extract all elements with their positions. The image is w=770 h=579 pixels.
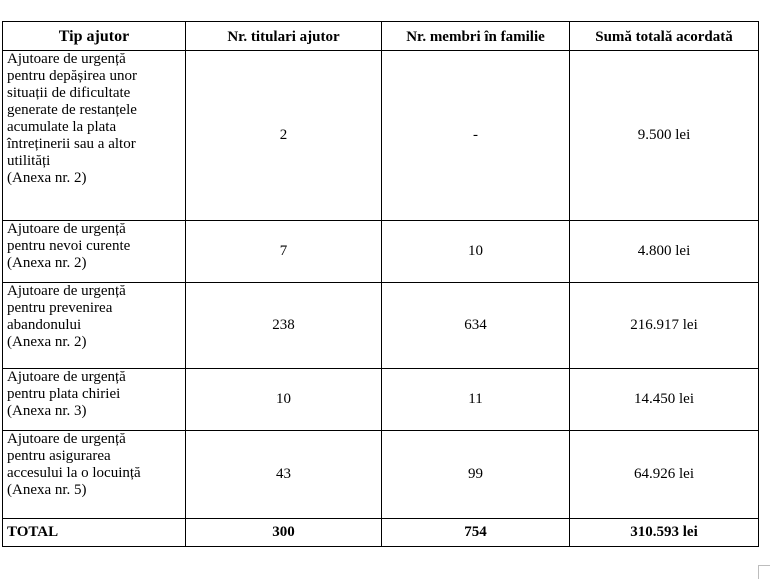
row-titulari-cell: 43 — [186, 431, 382, 519]
table-body — [3, 51, 759, 547]
type-line: situații de dificultate — [7, 85, 131, 101]
row-membri-cell: 634 — [382, 283, 570, 369]
row-membri-cell: - — [382, 51, 570, 221]
type-line: pentru asigurarea — [7, 448, 111, 464]
table-row — [3, 283, 759, 369]
type-line: generate de restanțele — [7, 102, 137, 118]
type-line: (Anexa nr. 2) — [7, 334, 87, 350]
type-line: (Anexa nr. 5) — [7, 482, 87, 498]
row-type-cell — [3, 221, 186, 283]
type-line: pentru plata chiriei — [7, 386, 121, 402]
type-line: abandonului — [7, 317, 82, 333]
header-nr-titulari: Nr. titulari ajutor — [186, 22, 382, 51]
type-line: utilități — [7, 153, 51, 169]
row-titulari-cell: 7 — [186, 221, 382, 283]
row-suma-cell: 64.926 lei — [570, 431, 759, 519]
type-line: (Anexa nr. 3) — [7, 403, 87, 419]
type-line: Ajutoare de urgență — [7, 221, 126, 237]
type-line: întreținerii sau a altor — [7, 136, 136, 152]
table-header-row — [3, 22, 759, 51]
row-suma-cell: 216.917 lei — [570, 283, 759, 369]
row-suma-cell: 14.450 lei — [570, 369, 759, 431]
row-type-cell — [3, 283, 186, 369]
row-titulari-cell: 238 — [186, 283, 382, 369]
table-row — [3, 431, 759, 519]
row-suma-cell: 9.500 lei — [570, 51, 759, 221]
type-line: pentru prevenirea — [7, 300, 113, 316]
type-line: pentru nevoi curente — [7, 238, 131, 254]
type-line: Ajutoare de urgență — [7, 51, 126, 67]
row-titulari-cell: 2 — [186, 51, 382, 221]
aid-summary-table — [2, 21, 759, 547]
row-suma-cell: 4.800 lei — [570, 221, 759, 283]
type-line: Ajutoare de urgență — [7, 431, 126, 447]
type-line: (Anexa nr. 2) — [7, 255, 87, 271]
total-row — [3, 519, 759, 547]
type-line: acumulate la plata — [7, 119, 117, 135]
table-row — [3, 369, 759, 431]
type-line: Ajutoare de urgență — [7, 283, 126, 299]
type-line: Ajutoare de urgență — [7, 369, 126, 385]
row-membri-cell: 11 — [382, 369, 570, 431]
total-membri: 754 — [382, 519, 570, 547]
table-row — [3, 221, 759, 283]
row-type-cell — [3, 369, 186, 431]
table-row — [3, 51, 759, 221]
header-tip-ajutor: Tip ajutor — [3, 22, 186, 51]
type-line: accesului la o locuință — [7, 465, 141, 481]
row-membri-cell: 99 — [382, 431, 570, 519]
row-membri-cell: 10 — [382, 221, 570, 283]
total-titulari: 300 — [186, 519, 382, 547]
page-corner-mark — [758, 565, 770, 579]
header-nr-membri: Nr. membri în familie — [382, 22, 570, 51]
total-label: TOTAL — [3, 519, 186, 547]
header-suma-totala: Sumă totală acordată — [570, 22, 759, 51]
row-titulari-cell: 10 — [186, 369, 382, 431]
row-type-cell — [3, 51, 186, 221]
type-line: pentru depășirea unor — [7, 68, 137, 84]
total-suma: 310.593 lei — [570, 519, 759, 547]
row-type-cell — [3, 431, 186, 519]
type-line: (Anexa nr. 2) — [7, 170, 87, 186]
